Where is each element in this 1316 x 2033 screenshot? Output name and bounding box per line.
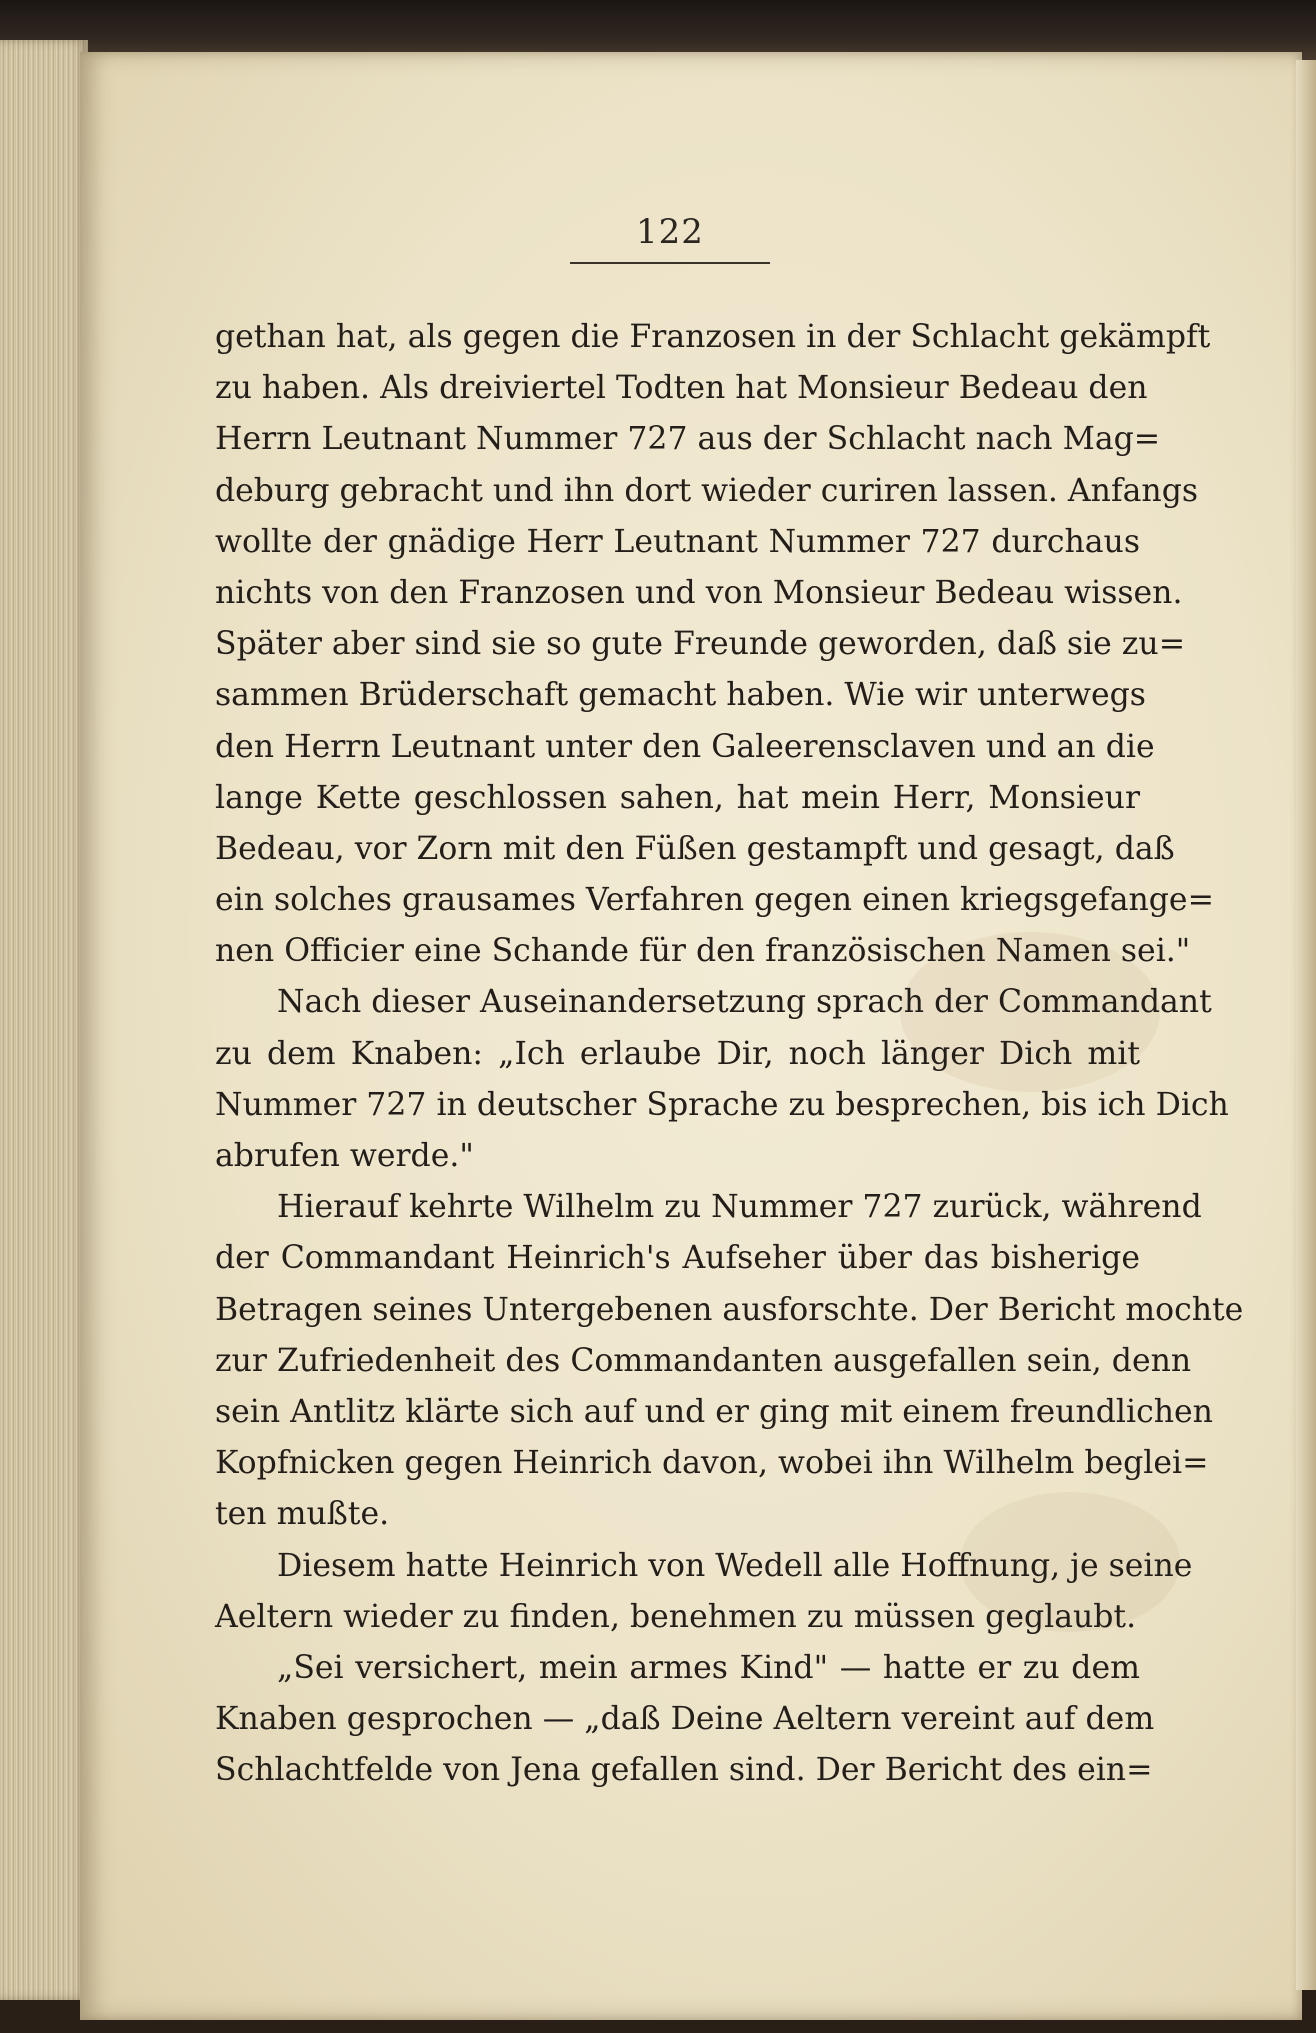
text-line: Herrn Leutnant Nummer 727 aus der Schlacht nach Mag= bbox=[215, 421, 1161, 458]
text-line: wollte der gnädige Herr Leutnant Nummer 727 durchaus bbox=[215, 523, 1140, 560]
text-line: Knaben gesprochen — „daß Deine Aeltern vereint auf dem bbox=[215, 1701, 1155, 1738]
text-line: Aeltern wieder zu finden, benehmen zu müssen geglaubt. bbox=[215, 1598, 1137, 1635]
text-line: Kopfnicken gegen Heinrich davon, wobei ihn Wilhelm beglei= bbox=[215, 1445, 1209, 1482]
text-line: lange Kette geschlossen sahen, hat mein Herr, Monsieur bbox=[215, 779, 1140, 816]
text-line: Betragen seines Untergebenen ausforschte. Der Bericht mochte bbox=[215, 1291, 1244, 1328]
text-line: Später aber sind sie so gute Freunde geworden, daß sie zu= bbox=[215, 626, 1186, 663]
text-line: nichts von den Franzosen und von Monsieur Bedeau wissen. bbox=[215, 574, 1183, 611]
text-line: den Herrn Leutnant unter den Galeerensclaven und an die bbox=[215, 728, 1155, 765]
body-text bbox=[215, 312, 1244, 1796]
text-line: Diesem hatte Heinrich von Wedell alle Hoffnung, je seine bbox=[277, 1547, 1193, 1584]
page-number: 122 bbox=[636, 212, 704, 252]
text-line: ein solches grausames Verfahren gegen einen kriegsgefange= bbox=[215, 882, 1214, 919]
text-line: Schlachtfelde von Jena gefallen sind. Der Bericht des ein= bbox=[215, 1752, 1153, 1789]
page-edges bbox=[0, 40, 88, 2000]
text-line: zur Zufriedenheit des Commandanten ausgefallen sein, denn bbox=[215, 1342, 1192, 1379]
text-line: Nummer 727 in deutscher Sprache zu besprechen, bis ich Dich bbox=[215, 1086, 1229, 1123]
text-line: der Commandant Heinrich's Aufseher über das bisherige bbox=[215, 1240, 1140, 1277]
text-line: Hierauf kehrte Wilhelm zu Nummer 727 zurück, während bbox=[277, 1189, 1202, 1226]
page-right-edge bbox=[1296, 60, 1316, 1990]
text-line: abrufen werde." bbox=[215, 1138, 474, 1174]
text-line: zu haben. Als dreiviertel Todten hat Monsieur Bedeau den bbox=[215, 370, 1148, 407]
text-line: nen Officier eine Schande für den französischen Namen sei." bbox=[215, 933, 1191, 970]
text-line: sein Antlitz klärte sich auf und er ging mit einem freundlichen bbox=[215, 1393, 1213, 1430]
text-line: gethan hat, als gegen die Franzosen in der Schlacht gekämpft bbox=[215, 319, 1211, 355]
text-line: ten mußte. bbox=[215, 1496, 390, 1533]
text-line: deburg gebracht und ihn dort wieder curiren lassen. Anfangs bbox=[215, 472, 1199, 509]
text-line: Nach dieser Auseinandersetzung sprach der Commandant bbox=[277, 984, 1212, 1021]
text-line: Bedeau, vor Zorn mit den Füßen gestampft und gesagt, daß bbox=[215, 830, 1175, 867]
header-rule bbox=[570, 262, 770, 264]
text-line: „Sei versichert, mein armes Kind" — hatte er zu dem bbox=[277, 1649, 1140, 1686]
text-line: sammen Brüderschaft gemacht haben. Wie wir unterwegs bbox=[215, 677, 1146, 714]
text-line: zu dem Knaben: „Ich erlaube Dir, noch länger Dich mit bbox=[215, 1035, 1140, 1072]
